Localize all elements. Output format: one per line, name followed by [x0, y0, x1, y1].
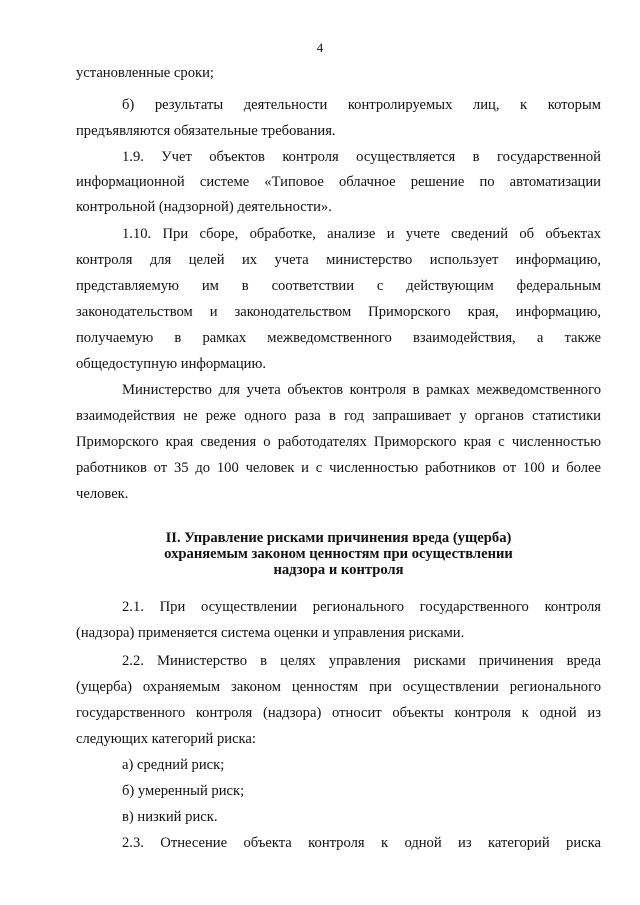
text-line: 2.1. При осуществлении регионального государственного контроля [122, 599, 601, 615]
text-line: законодательством и законодательством Приморского края, информацию, [76, 304, 601, 320]
text-line: следующих категорий риска: [76, 731, 256, 747]
text-line: взаимодействия не реже одного раза в год запрашивает у органов статистики [76, 408, 601, 424]
text-line: представляемую им в соответствии с действующим федеральным [76, 278, 601, 294]
text-line: Приморского края сведения о работодателях Приморского края с численностью [76, 434, 601, 450]
text-line: 2.2. Министерство в целях управления рисками причинения вреда [122, 653, 601, 669]
page-number: 4 [316, 40, 324, 55]
text-line: (надзора) применяется система оценки и управления рисками. [76, 625, 465, 641]
list-item: в) низкий риск. [122, 809, 218, 825]
text-line: Министерство для учета объектов контроля в рамках межведомственного [122, 382, 601, 398]
text-line: 2.3. Отнесение объекта контроля к одной из категорий риска [122, 835, 601, 851]
text-line: установленные сроки; [76, 65, 214, 81]
list-item: а) средний риск; [122, 757, 225, 773]
section-heading-line: надзора и контроля [273, 562, 404, 578]
text-line: общедоступную информацию. [76, 356, 266, 372]
text-line: (ущерба) охраняемым законом ценностям при осуществлении регионального [76, 679, 601, 695]
text-line: контрольной (надзорной) деятельности». [76, 199, 332, 215]
text-line: информационной системе «Типовое облачное решение по автоматизации [76, 174, 601, 190]
text-line: работников от 35 до 100 человек и с численностью работников от 100 и более [76, 460, 601, 476]
text-line: 1.9. Учет объектов контроля осуществляется в государственной [122, 149, 601, 165]
section-heading-line: охраняемым законом ценностям при осуществлении [164, 546, 513, 562]
text-line: предъявляются обязательные требования. [76, 123, 336, 139]
text-line: получаемую в рамках межведомственного взаимодействия, а также [76, 330, 601, 346]
section-heading-line: II. Управление рисками причинения вреда (ущерба) [165, 530, 512, 546]
text-line: 1.10. При сборе, обработке, анализе и учете сведений об объектах [122, 226, 601, 242]
text-line: человек. [76, 486, 129, 502]
text-line: контроля для целей их учета министерство использует информацию, [76, 252, 601, 268]
list-item: б) умеренный риск; [122, 783, 245, 799]
text-line: государственного контроля (надзора) относит объекты контроля к одной из [76, 705, 601, 721]
text-line: б) результаты деятельности контролируемых лиц, к которым [122, 97, 601, 113]
